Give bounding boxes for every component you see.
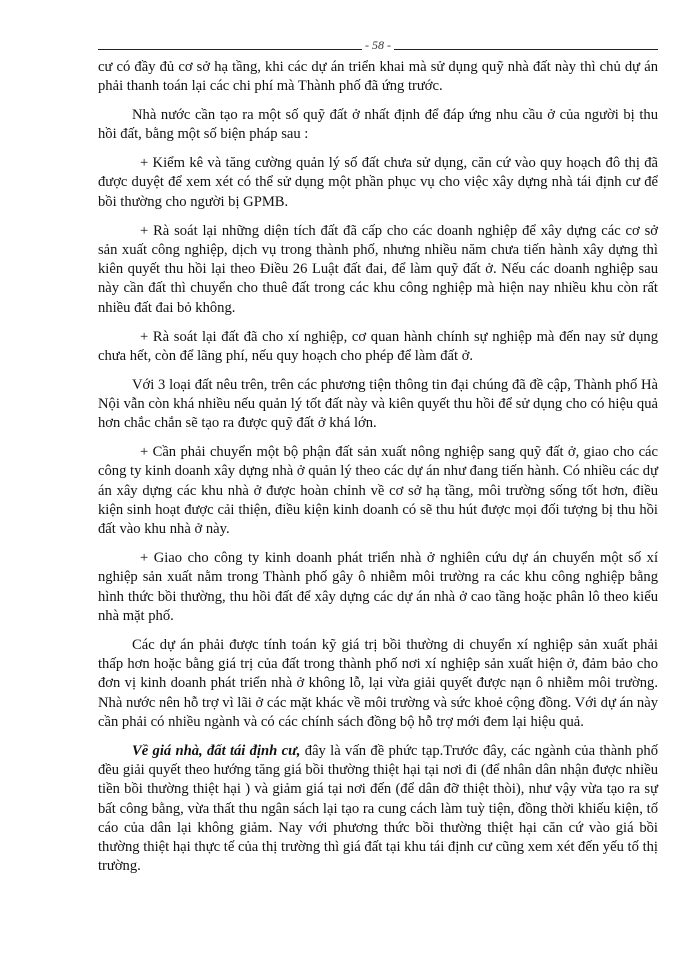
lead-paragraph-text: đây là vấn đề phức tạp.Trước đây, các ngành của thành phố đều giải quyết theo hướng tăng giá bồi thường thiệt hại tại nơi đi (để nhân dân nhận được nhiều tiền bồi thường thiệt hại ) và giảm giá tại nơi đến (để dân đỡ thiệt thòi), như vậy vừa tạo ra sự bất công bằng, vừa thất thu ngân sách lại tạo ra cung cách làm tuỳ tiện, đồng thời khiếu kiện, tố cáo của dân lại không giảm. Nay với phương thức bồi thường thiệt hại căn cứ vào giá bồi thường thiệt hại thực tế của thị trường thì giá đất tại khu tái định cư cũng xem xét đến yếu tố thị trường. bbox=[98, 742, 658, 875]
bullet-paragraph: + Cần phải chuyển một bộ phận đất sản xuất nông nghiệp sang quỹ đất ở, giao cho các công ty kinh doanh xây dựng nhà ở quản lý theo các dự án như đang tiến hành. Có nhiều các dự án xây dựng các khu nhà ở được hoàn chỉnh về cơ sở hạ tầng, môi trường sống tốt hơn, điều kiện sinh hoạt được cải thiện, điều kiện kinh doanh có sẽ thu hút được mọi đối tượng bị thu hồi đất vào khu nhà ở này. bbox=[98, 444, 658, 538]
paragraph: Nhà nước cần tạo ra một số quỹ đất ở nhất định để đáp ứng nhu cầu ở của người bị thu hồi đất, bằng một số biện pháp sau : bbox=[98, 107, 658, 143]
bullet-paragraph: + Rà soát lại đất đã cho xí nghiệp, cơ quan hành chính sự nghiệp mà đến nay sử dụng chưa hết, còn để lãng phí, nếu quy hoạch cho phép để làm đất ở. bbox=[98, 328, 658, 364]
bullet-paragraph: + Rà soát lại những diện tích đất đã cấp cho các doanh nghiệp để xây dựng các cơ sở sản xuất công nghiệp, dịch vụ trong thành phố, nhưng nhiều năm chưa tiến hành xây dựng thì kiên quyết thu hồi lại theo Điều 26 Luật đất đai, để làm quỹ đất ở. Nếu các doanh nghiệp sau này cần đất thì chuyển cho thuê đất trong các khu công nghiệp mà hiện nay nhiều khu còn rất nhiều đất đai bỏ không. bbox=[98, 222, 658, 316]
lead-phrase: Về giá nhà, đất tái định cư, bbox=[132, 742, 301, 759]
document-body bbox=[98, 58, 658, 886]
paragraph: Các dự án phải được tính toán kỹ giá trị bồi thường di chuyển xí nghiệp sản xuất phải thấp hơn hoặc bằng giá trị của đất trong thành phố nơi xí nghiệp sản xuất hiện ở, đảm bảo cho đơn vị kinh doanh phát triển nhà ở không lỗ, lại vừa giải quyết được nạn ô nhiễm môi trường. Nhà nước nên hỗ trợ vì lãi ở các mặt khác về môi trường và sức khoẻ cộng đồng. Với dự án này cần phải có nhiều ngành và có các chính sách đồng bộ hỗ trợ mới đem lại hiệu quả. bbox=[98, 636, 658, 730]
bullet-paragraph: + Giao cho công ty kinh doanh phát triển nhà ở nghiên cứu dự án chuyển một số xí nghiệp sản xuất nằm trong Thành phố gây ô nhiễm môi trường ra các khu công nghiệp bằng hình thức bồi thường, thu hồi đất để xây dựng các dự án nhà ở cao tầng hoặc phân lô theo kiểu nhà mặt phố. bbox=[98, 550, 658, 624]
paragraph: cư có đầy đủ cơ sở hạ tầng, khi các dự án triển khai mà sử dụng quỹ nhà đất này thì chủ dự án phải thanh toán lại các chi phí mà Thành phố đã ứng trước. bbox=[98, 59, 658, 95]
bullet-paragraph: + Kiểm kê và tăng cường quản lý số đất chưa sử dụng, căn cứ vào quy hoạch đô thị đã được duyệt để xem xét có thể sử dụng một phần phục vụ cho việc xây dựng nhà tái định cư để bồi thường cho người bị GPMB. bbox=[98, 155, 658, 210]
paragraph: Với 3 loại đất nêu trên, trên các phương tiện thông tin đại chúng đã đề cập, Thành phố Hà Nội vẫn còn khá nhiều nếu quản lý tốt đất này và kiên quyết thu hồi để sử dụng cho có hiệu quả hơn chắc chắn sẽ tạo ra được quỹ đất ở khá lớn. bbox=[98, 376, 658, 432]
page-number-text: - 58 - bbox=[362, 38, 394, 52]
paragraph-lead bbox=[98, 742, 658, 877]
page-number bbox=[98, 39, 658, 51]
page-header bbox=[98, 34, 658, 54]
